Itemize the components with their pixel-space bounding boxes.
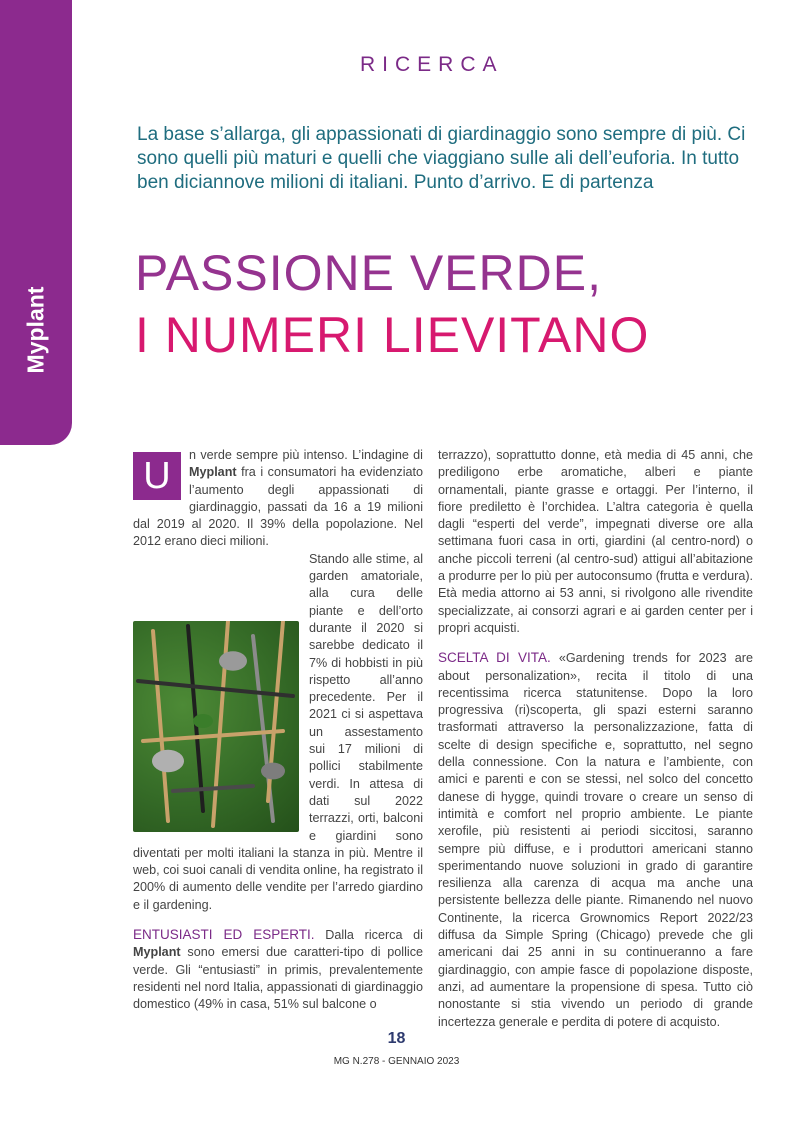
garden-tools-photo bbox=[133, 621, 299, 832]
paragraph-text: Dalla ricerca di bbox=[325, 928, 423, 943]
title-line-2: I NUMERI LIEVITANO bbox=[135, 307, 650, 363]
tool-handle bbox=[213, 621, 228, 826]
paragraph-text: Stando alle stime, al garden amatoriale, alla cura delle piante e dell’orto durante il 2020 si sarebbe dedicato il 7% di hobbisti in più rispetto all’anno precedente. Per il 2021 ci si aspettava un assestamento sui 17 milioni di pollici stabilmente verdi. In attesa di dati sul 2022 terrazzi, orti, balconi e giardini sono diventati per molti italiani la stanza in più. Mentre il web, coi suoi canali di vendita online, ha registrato il 200% di aumento delle vendite per l’arredo giardino e il gardening. bbox=[133, 551, 423, 912]
tool-head bbox=[261, 762, 285, 779]
brand-name: Myplant bbox=[133, 945, 181, 960]
article-paragraph bbox=[133, 447, 423, 551]
section-label: RICERCA bbox=[360, 53, 504, 76]
brand-name: Myplant bbox=[189, 465, 237, 480]
article-paragraph bbox=[133, 551, 423, 914]
paragraph-text: fra i consumatori ha evidenziato l’aumento degli appassionati di giardinaggio, passati da 16 a 19 milioni dal 2019 al 2020. Il 39% della popolazione. Nel 2012 erano dieci milioni. bbox=[133, 465, 424, 549]
intro-text: La base s’allarga, gli appassionati di giardinaggio sono sempre di più. Ci sono quelli più maturi e quelli che viaggiano sulle ali dell’euforia. In tutto ben diciannove milioni di italiani. Punto d’arrivo. E di partenza bbox=[137, 124, 746, 193]
tool-handle bbox=[138, 681, 293, 696]
article-paragraph bbox=[438, 649, 753, 1031]
title-line-1: PASSIONE VERDE, bbox=[135, 245, 602, 301]
page-number: 18 bbox=[387, 1030, 406, 1047]
page-title bbox=[135, 242, 649, 366]
sidebar-label: Myplant bbox=[22, 286, 49, 374]
drop-cap: U bbox=[133, 452, 181, 500]
article-paragraph: terrazzo), soprattutto donne, età media di 45 anni, che prediligono erbe aromatiche, alberi e piante ornamentali, piante grasse e ortaggi. Per l’interno, il fiore prediletto è l’orchidea. L’altra categoria è quella dagli “esperti del verde”, impegnati diverse ore alla settimana fuori casa in orti, giardini (al centro-nord) o anche piccoli terreni (al centro-sud) attigui all’abitazione a produrre per lo più per autoconsumo (frutta e verdura). Età media attorno ai 53 anni, si rivolgono alle rivendite specializzate, ai consorzi agrari e ai garden center per i propri acquisti. bbox=[438, 448, 754, 635]
issue-footer: MG N.278 - GENNAIO 2023 bbox=[333, 1056, 460, 1067]
paragraph-text: «Gardening trends for 2023 are about personalization», recita il titolo di una recentissima ricerca statunitense. Dopo la loro progressiva (ri)scoperta, gli spazi esterni saranno trasformati attraverso la personalizzazione, fatta di scelte di design specifiche e, soprattutto, nel segno della connessione. Con la natura e l’ambiente, con amici e parenti e con se stessi, nel solco del concetto danese di hygge, quindi trovare o creare un senso di intimità e comfort nel proprio ambiente. Le piante xerofile, più resistenti ai periodi siccitosi, saranno sempre più diffuse, e i produttori americani stanno sperimentando nuove soluzioni in grado di garantire resilienza alla carenza di acqua ma anche una persistente bellezza delle piante. Rimanendo nel nuovo Continente, la ricerca Grownomics Report 2022/23 diffusa da Simple Spring (Chicago) prevede che gli americani dai 25 anni in su continueranno a fare giardinaggio, con ampie fasce di popolazione disposte, anzi, ad aumentare la propensione di spesa. Tutto ciò nonostante si stia vivendo un periodo di grande incertezza generale e perdita di potere di acquisto. bbox=[438, 651, 753, 1029]
article-column-right bbox=[438, 447, 753, 1031]
sidebar-tab bbox=[0, 0, 72, 445]
tool-head bbox=[219, 651, 247, 671]
tool-head bbox=[152, 750, 184, 772]
paragraph-text: sono emersi due caratteri-tipo di pollice verde. Gli “entusiasti” in primis, prevalentemente residenti nel nord Italia, appassionati di giardinaggio domestico (49% in casa, 51% sul balcone o bbox=[133, 945, 424, 1012]
subheading: SCELTA DI VITA. bbox=[438, 650, 551, 666]
tool-head bbox=[193, 714, 213, 728]
tool-handle bbox=[173, 786, 253, 791]
article-paragraph bbox=[133, 926, 423, 1013]
tool-handle bbox=[153, 631, 168, 821]
subheading: ENTUSIASTI ED ESPERTI. bbox=[133, 927, 315, 943]
paragraph-text: n verde sempre più intenso. L’indagine di bbox=[189, 448, 423, 462]
article-column-left bbox=[133, 447, 423, 1014]
